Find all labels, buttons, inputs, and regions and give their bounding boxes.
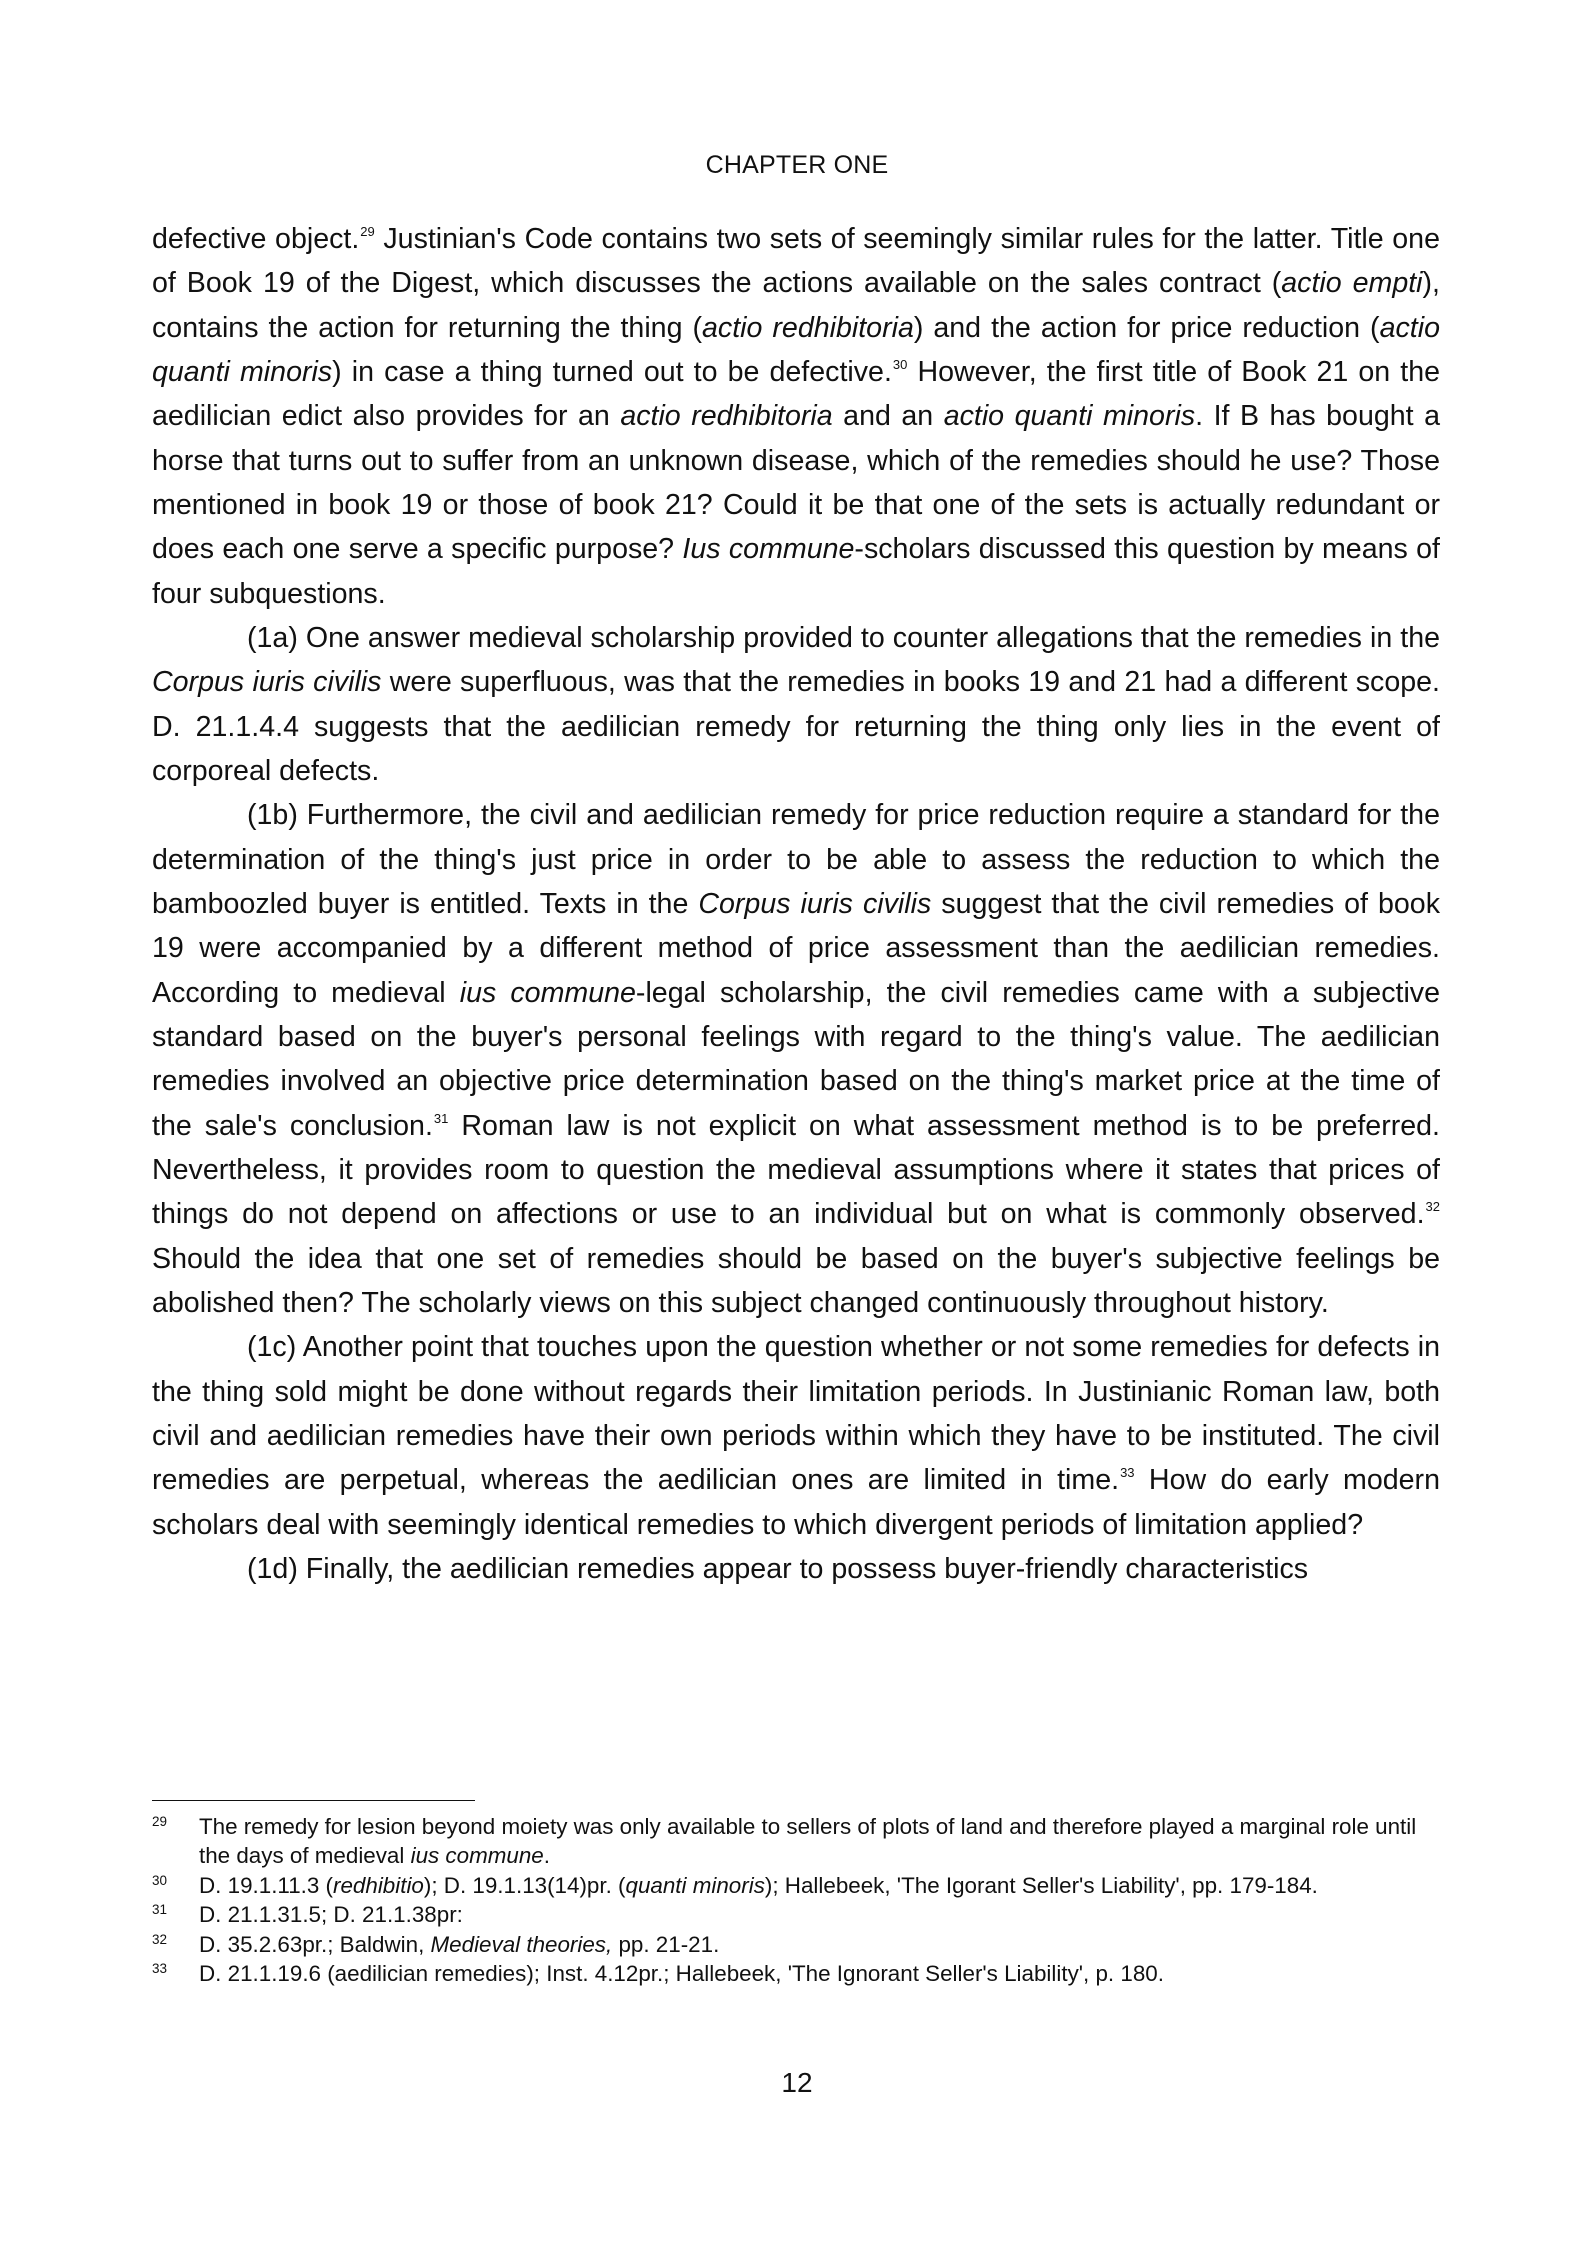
paragraph-1a: [152, 616, 1440, 793]
italic-term: ius commune: [459, 976, 636, 1009]
paragraph-1d: [152, 1547, 1440, 1591]
text-run: D. 21.1.19.6 (aedilician remedies); Inst. 4.12pr.; Hallebeek, 'The Ignorant Seller's Liability', p. 180.: [199, 1961, 1164, 1987]
italic-term: Corpus iuris civilis: [152, 666, 382, 699]
text-run: (1a) One answer medieval scholarship provided to counter allegations that the remedies in the: [247, 621, 1440, 654]
footnote-text: [199, 1871, 1440, 1900]
italic-term: Ius commune: [682, 533, 855, 566]
text-run: . If B has bought a horse that turns out to suffer from an unknown disease, which of the remedies should he use? Those mentioned in book 19 or those of book 21? Could it be that one of the sets is actually redundant or does each one serve a specific purpose?: [152, 400, 1440, 566]
text-run: D. 19.1.11.3 (: [199, 1872, 334, 1898]
paragraph-1c: [152, 1325, 1440, 1547]
text-run: However, the first title of Book 21 on the aedilician edict also provides for an: [152, 355, 1441, 433]
running-head: CHAPTER ONE: [705, 151, 889, 179]
footnote-text: [199, 1959, 1440, 1988]
footnote-number: 29: [152, 1814, 168, 1829]
text-run: (1b) Furthermore, the civil and aedilician remedy for price reduction require a standard for the determination of the thing's just price in order to be able to assess the reduction to which the bamboozled buyer is entitled. Texts in the: [152, 799, 1440, 920]
text-run: ); D. 19.1.13(14)pr. (: [423, 1872, 626, 1898]
italic-term: actio empti: [1281, 267, 1423, 300]
text-run: -scholars discussed this question by means of four subquestions.: [152, 533, 1440, 610]
text-run: Roman law is not explicit on what assessment method is to be preferred. Nevertheless, it provides room to question the medieval assumptions where it states that prices of things do not depend on affections or use to an individual but on what is commonly observed.: [152, 1109, 1441, 1231]
paragraph-intro: [152, 217, 1440, 616]
text-run: (1d) Finally, the aedilician remedies appear to possess buyer-friendly characteristics: [247, 1552, 1309, 1585]
footnote-31: [152, 1900, 1440, 1929]
italic-term: Medieval theories,: [430, 1931, 613, 1957]
paragraph-1b: [152, 793, 1440, 1325]
italic-term: actio quanti minoris: [943, 400, 1196, 433]
footnote-reference[interactable]: 29: [360, 224, 375, 239]
footnote-number: 33: [152, 1961, 168, 1977]
footnote-text: [199, 1900, 1440, 1929]
footnote-text: [199, 1930, 1440, 1959]
footnote-separator-rule: [152, 1800, 475, 1801]
text-run: suggest that the civil remedies of book 19 were accompanied by a different method of price assessment than the aedilician remedies. According to medieval: [152, 887, 1440, 1009]
italic-term: actio redhibitoria: [620, 400, 833, 433]
text-run: Should the idea that one set of remedies should be based on the buyer's subjective feelings be abolished then? The scholarly views on this subject changed continuously throughout history.: [152, 1242, 1440, 1319]
text-run: ), contains the action for returning the thing (: [152, 267, 1440, 344]
text-run: .: [543, 1843, 550, 1869]
text-run: -legal scholarship, the civil remedies came with a subjective standard based on the buyer's personal feelings with regard to the thing's value. The aedilician remedies involved an objective price determination based on the thing's market price at the time of the sale's conclusion.: [152, 976, 1441, 1142]
body-text: [152, 217, 1440, 1591]
footnote-32: [152, 1930, 1440, 1959]
footnotes: [152, 1812, 1440, 1988]
italic-term: Corpus iuris civilis: [698, 887, 932, 920]
text-run: pp. 21-21.: [612, 1931, 720, 1957]
italic-term: quanti minoris: [625, 1872, 765, 1898]
italic-term: redhibitio: [333, 1872, 424, 1898]
footnote-reference[interactable]: 30: [892, 356, 908, 372]
footnote-29: [152, 1812, 1440, 1871]
text-run: ) in case a thing turned out to be defective.: [332, 355, 892, 388]
footnote-reference[interactable]: 32: [1425, 1199, 1440, 1215]
italic-term: actio redhibitoria: [702, 311, 914, 344]
footnote-number: 32: [152, 1931, 168, 1947]
italic-term: ius commune: [410, 1843, 544, 1869]
text-run: D. 35.2.63pr.; Baldwin,: [199, 1931, 431, 1957]
page-number: 12: [781, 2067, 813, 2098]
text-run: Justinian's Code contains two sets of seemingly similar rules for the latter. Title one of Book 19 of the Digest, which discusses the actions available on the sales contract (: [152, 223, 1440, 300]
footnote-reference[interactable]: 31: [433, 1110, 449, 1126]
text-run: ) and the action for price reduction (: [913, 311, 1380, 344]
text-run: ); Hallebeek, 'The Igorant Seller's Liability', pp. 179-184.: [764, 1872, 1318, 1898]
footnote-33: [152, 1959, 1440, 1988]
text-run: (1c) Another point that touches upon the question whether or not some remedies for defects in the thing sold might be done without regards their limitation periods. In Justinianic Roman law, both civil and aedilician remedies have their own periods within which they have to be instituted. The civil remedies are perpetual, whereas the aedilician ones are limited in time.: [152, 1331, 1440, 1497]
footnote-number: 30: [152, 1872, 168, 1888]
text-run: How do early modern scholars deal with seemingly identical remedies to which divergent periods of limitation applied?: [152, 1464, 1440, 1541]
footnote-number: 31: [152, 1902, 168, 1918]
footnote-30: [152, 1871, 1440, 1900]
text-run: The remedy for lesion beyond moiety was only available to sellers of plots of land and therefore played a marginal role until the days of medieval: [199, 1814, 1417, 1869]
footnote-text: [199, 1812, 1440, 1871]
text-run: were superfluous, was that the remedies in books 19 and 21 had a different scope. D. 21.1.4.4 suggests that the aedilician remedy for returning the thing only lies in the event of corporeal defects.: [152, 666, 1440, 787]
text-run: and an: [832, 400, 944, 433]
italic-term: actio quanti minoris: [152, 311, 1440, 388]
footnote-reference[interactable]: 33: [1120, 1465, 1135, 1481]
text-run: defective object.: [152, 223, 360, 255]
text-run: D. 21.1.31.5; D. 21.1.38pr:: [199, 1902, 463, 1928]
